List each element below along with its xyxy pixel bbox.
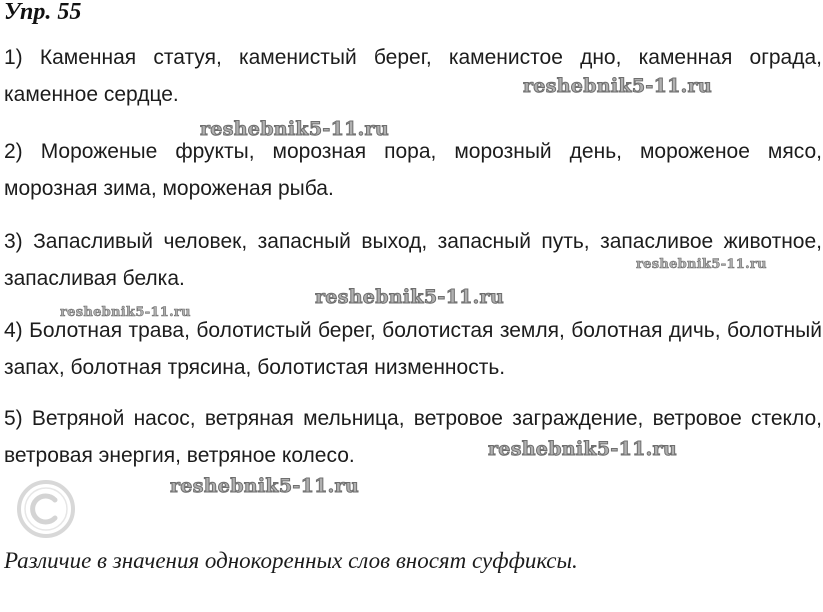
answer-item-3: 3) Запасливый человек, запасный выход, запасный путь, запасливое животное, запасливая белка. [4, 230, 822, 290]
watermark: reshebnik5-11.ru [170, 475, 359, 497]
answer-item-5: 5) Ветряной насос, ветряная мельница, ветровое заграждение, ветровое стекло, ветровая энергия, ветряное колесо. [4, 407, 822, 467]
watermark: reshebnik5-11.ru [200, 118, 389, 140]
watermark: reshebnik5-11.ru [636, 257, 767, 272]
watermark: reshebnik5-11.ru [60, 305, 191, 320]
answer-item-2: 2) Мороженые фрукты, морозная пора, морозный день, мороженое мясо, морозная зима, мороженая рыба. [4, 140, 822, 200]
watermark: reshebnik5-11.ru [315, 286, 504, 308]
answer-item-1: 1) Каменная статуя, каменистый берег, каменистое дно, каменная ограда, каменное сердце. [4, 46, 822, 106]
page-corner-mark [759, 0, 819, 4]
watermark: reshebnik5-11.ru [523, 75, 712, 97]
watermark: reshebnik5-11.ru [488, 438, 677, 460]
conclusion-text: Различие в значения однокоренных слов вносят суффиксы. [4, 548, 578, 573]
answer-item-4: 4) Болотная трава, болотистый берег, болотистая земля, болотная дичь, болотный запах, болотная трясина, болотистая низменность. [4, 319, 822, 379]
exercise-title: Упр. 55 [4, 0, 82, 25]
copyright-icon [15, 478, 77, 540]
